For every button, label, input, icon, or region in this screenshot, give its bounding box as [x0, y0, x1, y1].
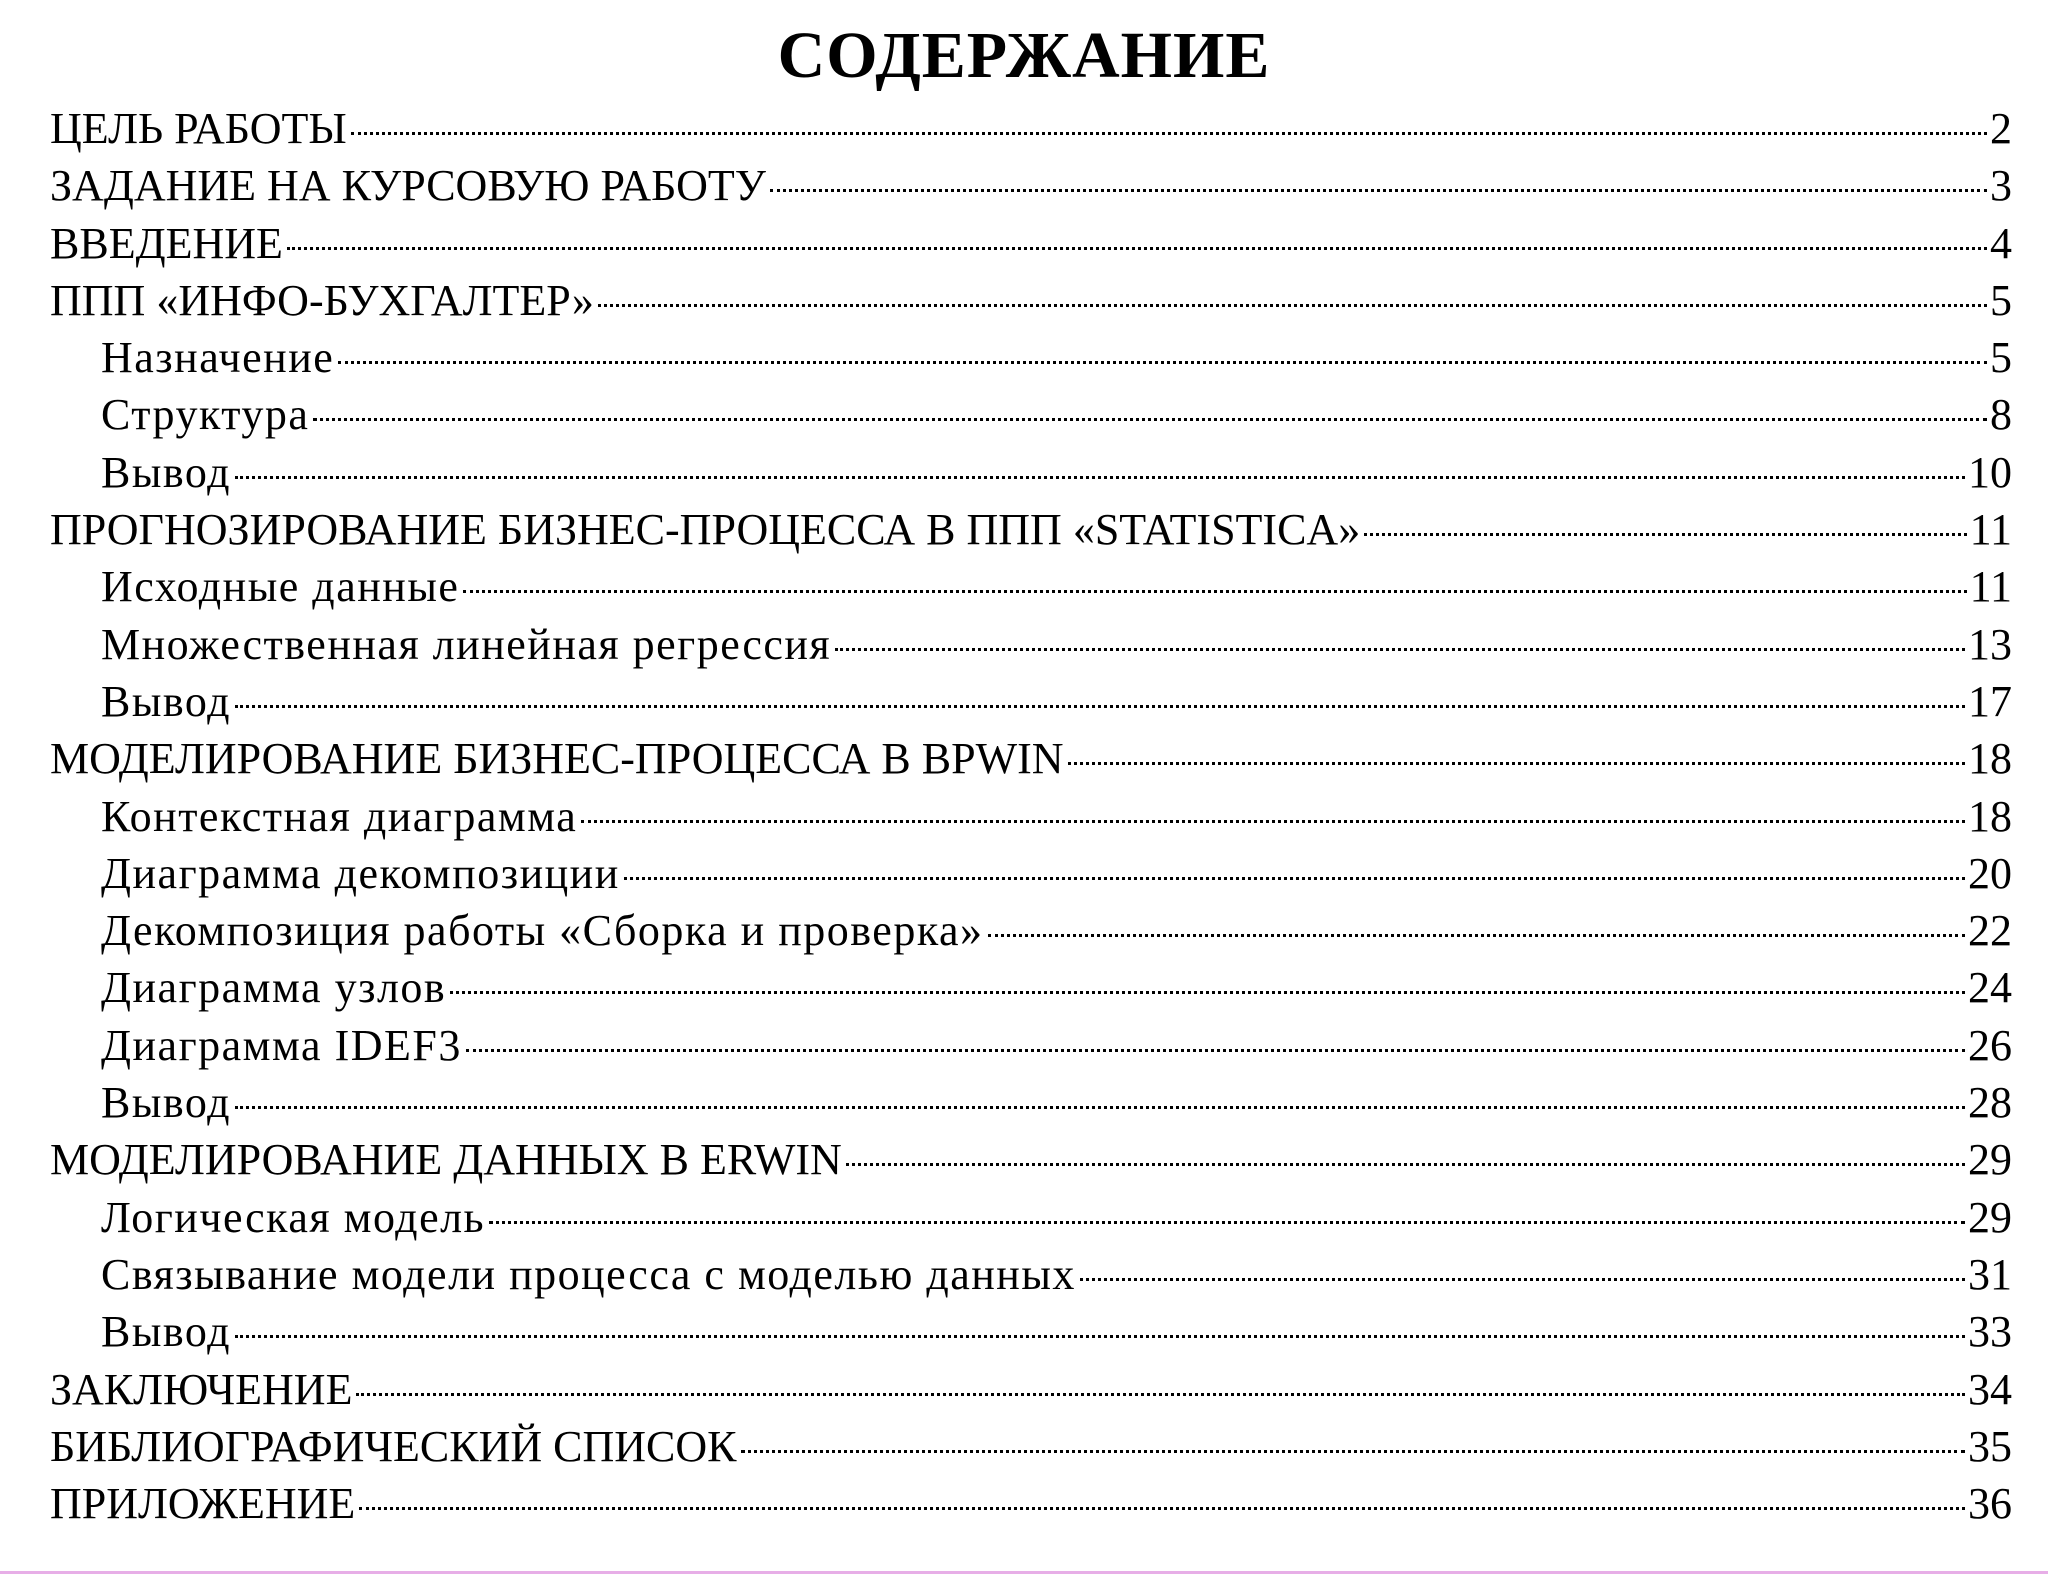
toc-dot-leader: [287, 247, 1987, 250]
toc-entry[interactable]: [50, 157, 2012, 214]
toc-entry-label: Исходные данные: [101, 562, 460, 612]
table-of-contents: [50, 100, 2012, 1532]
toc-dot-leader: [356, 1393, 1965, 1396]
toc-entry[interactable]: [50, 730, 2012, 787]
toc-page-number: 5: [1990, 275, 2012, 325]
toc-dot-leader: [235, 476, 1965, 479]
toc-subentry[interactable]: [50, 444, 2012, 501]
toc-entry-label: МОДЕЛИРОВАНИЕ ДАННЫХ В ERWIN: [50, 1135, 842, 1185]
toc-page-number: 17: [1968, 676, 2012, 726]
toc-entry-label: МОДЕЛИРОВАНИЕ БИЗНЕС-ПРОЦЕССА В BPWIN: [50, 734, 1064, 784]
toc-dot-leader: [450, 991, 1965, 994]
toc-page-number: 26: [1968, 1020, 2012, 1070]
toc-page-number: 18: [1968, 734, 2012, 784]
toc-dot-leader: [835, 648, 1965, 651]
toc-dot-leader: [466, 1049, 1965, 1052]
toc-dot-leader: [463, 590, 1966, 593]
toc-entry-label: Диаграмма IDEF3: [101, 1020, 462, 1070]
toc-dot-leader: [1364, 533, 1966, 536]
toc-subentry[interactable]: [50, 1017, 2012, 1074]
toc-subentry[interactable]: [50, 1189, 2012, 1246]
toc-entry-label: ПРИЛОЖЕНИЕ: [50, 1479, 356, 1529]
toc-entry-label: ПРОГНОЗИРОВАНИЕ БИЗНЕС-ПРОЦЕССА В ППП «STATISTICA»: [50, 505, 1361, 555]
toc-entry[interactable]: [50, 501, 2012, 558]
toc-page-number: 18: [1968, 791, 2012, 841]
toc-dot-leader: [235, 705, 1965, 708]
toc-page-number: 20: [1968, 848, 2012, 898]
toc-entry-label: Контекстная диаграмма: [101, 791, 578, 841]
toc-dot-leader: [235, 1335, 1965, 1338]
toc-page-number: 8: [1990, 390, 2012, 440]
toc-entry-label: Множественная линейная регрессия: [101, 619, 832, 669]
toc-page-number: 28: [1968, 1078, 2012, 1128]
toc-dot-leader: [846, 1163, 1965, 1166]
toc-entry-label: Структура: [101, 390, 310, 440]
toc-page-number: 10: [1968, 447, 2012, 497]
toc-dot-leader: [351, 132, 1987, 135]
toc-page-number: 35: [1968, 1421, 2012, 1471]
toc-page-number: 13: [1968, 619, 2012, 669]
toc-entry-label: Диаграмма узлов: [101, 963, 447, 1013]
toc-entry-label: ВВЕДЕНИЕ: [50, 218, 283, 268]
toc-dot-leader: [338, 361, 1987, 364]
toc-entry-label: Декомпозиция работы «Сборка и проверка»: [101, 906, 984, 956]
toc-page-number: 33: [1968, 1307, 2012, 1357]
toc-dot-leader: [624, 877, 1965, 880]
toc-entry-label: ЗАДАНИЕ НА КУРСОВУЮ РАБОТУ: [50, 161, 766, 211]
toc-dot-leader: [313, 418, 1987, 421]
toc-page-number: 4: [1990, 218, 2012, 268]
toc-subentry[interactable]: [50, 788, 2012, 845]
toc-page-number: 24: [1968, 963, 2012, 1013]
toc-subentry[interactable]: [50, 616, 2012, 673]
toc-subentry[interactable]: [50, 329, 2012, 386]
toc-page-number: 34: [1968, 1364, 2012, 1414]
toc-subentry[interactable]: [50, 845, 2012, 902]
toc-entry-label: Вывод: [101, 1307, 232, 1357]
toc-page-number: 11: [1969, 562, 2012, 612]
toc-page-number: 31: [1968, 1249, 2012, 1299]
toc-dot-leader: [489, 1221, 1965, 1224]
toc-entry[interactable]: [50, 1131, 2012, 1188]
page-title: СОДЕРЖАНИЕ: [777, 19, 1271, 92]
toc-dot-leader: [1080, 1278, 1965, 1281]
toc-subentry[interactable]: [50, 673, 2012, 730]
toc-subentry[interactable]: [50, 558, 2012, 615]
toc-dot-leader: [598, 304, 1987, 307]
toc-entry-label: Назначение: [101, 333, 335, 383]
toc-subentry[interactable]: [50, 1074, 2012, 1131]
toc-entry-label: БИБЛИОГРАФИЧЕСКИЙ СПИСОК: [50, 1421, 737, 1471]
toc-dot-leader: [1068, 762, 1965, 765]
toc-entry-label: Вывод: [101, 676, 232, 726]
toc-page-number: 29: [1968, 1135, 2012, 1185]
toc-page-number: 29: [1968, 1192, 2012, 1242]
toc-dot-leader: [235, 1106, 1965, 1109]
toc-page-number: 36: [1968, 1479, 2012, 1529]
toc-page-number: 11: [1969, 505, 2012, 555]
toc-page-number: 5: [1990, 333, 2012, 383]
toc-entry-label: Вывод: [101, 447, 232, 497]
toc-entry-label: ППП «ИНФО-БУХГАЛТЕР»: [50, 275, 594, 325]
toc-entry[interactable]: [50, 100, 2012, 157]
toc-dot-leader: [988, 934, 1965, 937]
toc-entry-label: ЗАКЛЮЧЕНИЕ: [50, 1364, 353, 1414]
toc-subentry[interactable]: [50, 386, 2012, 443]
toc-page-number: 3: [1990, 161, 2012, 211]
toc-entry-label: ЦЕЛЬ РАБОТЫ: [50, 104, 347, 153]
toc-entry-label: Логическая модель: [101, 1192, 486, 1242]
toc-dot-leader: [770, 189, 1987, 192]
toc-entry[interactable]: [50, 272, 2012, 329]
toc-entry-label: Вывод: [101, 1078, 232, 1128]
toc-entry-label: Диаграмма декомпозиции: [101, 848, 620, 898]
toc-entry[interactable]: [50, 215, 2012, 272]
toc-entry[interactable]: [50, 1361, 2012, 1418]
toc-subentry[interactable]: [50, 902, 2012, 959]
toc-subentry[interactable]: [50, 1246, 2012, 1303]
toc-subentry[interactable]: [50, 1303, 2012, 1360]
toc-entry[interactable]: [50, 1475, 2012, 1532]
toc-page-number: 2: [1990, 104, 2012, 153]
toc-dot-leader: [359, 1507, 1965, 1510]
toc-entry[interactable]: [50, 1418, 2012, 1475]
toc-page-number: 22: [1968, 906, 2012, 956]
toc-dot-leader: [581, 820, 1965, 823]
toc-dot-leader: [741, 1450, 1965, 1453]
toc-entry-label: Связывание модели процесса с моделью данных: [101, 1249, 1076, 1299]
toc-subentry[interactable]: [50, 959, 2012, 1016]
